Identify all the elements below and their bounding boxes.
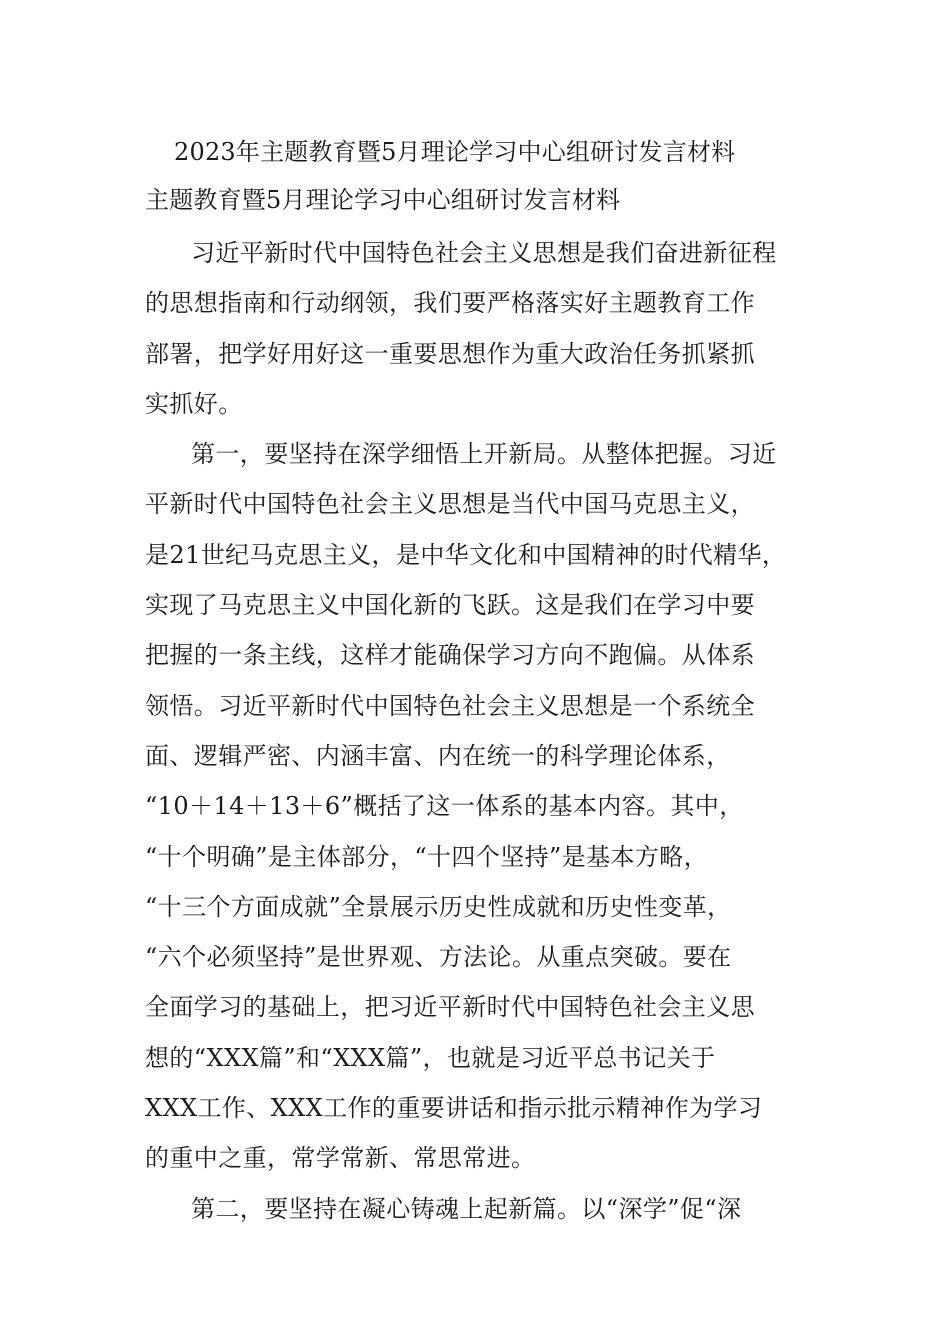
paragraph-line: 全面学习的基础上，把习近平新时代中国特色社会主义思: [145, 993, 755, 1022]
paragraph-line: 平新时代中国特色社会主义思想是当代中国马克思主义，: [145, 490, 755, 519]
paragraph-line: 实现了马克思主义中国化新的飞跃。这是我们在学习中要: [145, 591, 755, 620]
paragraph-line: 第一，要坚持在深学细悟上开新局。从整体把握。习近: [191, 440, 777, 469]
document-title: 2023年主题教育暨5月理论学习中心组研讨发言材料: [174, 138, 736, 166]
paragraph-line: 把握的一条主线，这样才能确保学习方向不跑偏。从体系: [145, 641, 755, 670]
document-subtitle: 主题教育暨5月理论学习中心组研讨发言材料: [145, 186, 621, 214]
paragraph-line: 部署，把学好用好这一重要思想作为重大政治任务抓紧抓: [145, 339, 755, 368]
paragraph-line: 想的“XXX篇”和“XXX篇”，也就是习近平总书记关于: [145, 1043, 716, 1072]
paragraph-line: XXX工作、XXX工作的重要讲话和指示批示精神作为学习: [145, 1094, 763, 1123]
paragraph-line: 的思想指南和行动纲领，我们要严格落实好主题教育工作: [145, 289, 755, 318]
paragraph-line: “六个必须坚持”是世界观、方法论。从重点突破。要在: [145, 943, 732, 972]
paragraph-line: “十个明确”是主体部分，“十四个坚持”是基本方略，: [145, 842, 709, 871]
document-body: [145, 228, 845, 1234]
paragraph-line: 习近平新时代中国特色社会主义思想是我们奋进新征程: [191, 239, 777, 267]
paragraph-line: 的重中之重，常学常新、常思常进。: [145, 1144, 536, 1173]
paragraph-line: 是21世纪马克思主义，是中华文化和中国精神的时代精华，: [145, 540, 787, 569]
paragraph-line: 实抓好。: [145, 389, 243, 418]
paragraph-line: “10＋14＋13＋6”概括了这一体系的基本内容。其中，: [145, 792, 744, 821]
paragraph-line: 面、逻辑严密、内涵丰富、内在统一的科学理论体系，: [145, 741, 731, 770]
paragraph-line: 领悟。习近平新时代中国特色社会主义思想是一个系统全: [145, 691, 755, 720]
paragraph-line: “十三个方面成就”全景展示历史性成就和历史性变革，: [145, 892, 732, 921]
paragraph-line: 第二，要坚持在凝心铸魂上起新篇。以“深学”促“深: [191, 1194, 742, 1223]
